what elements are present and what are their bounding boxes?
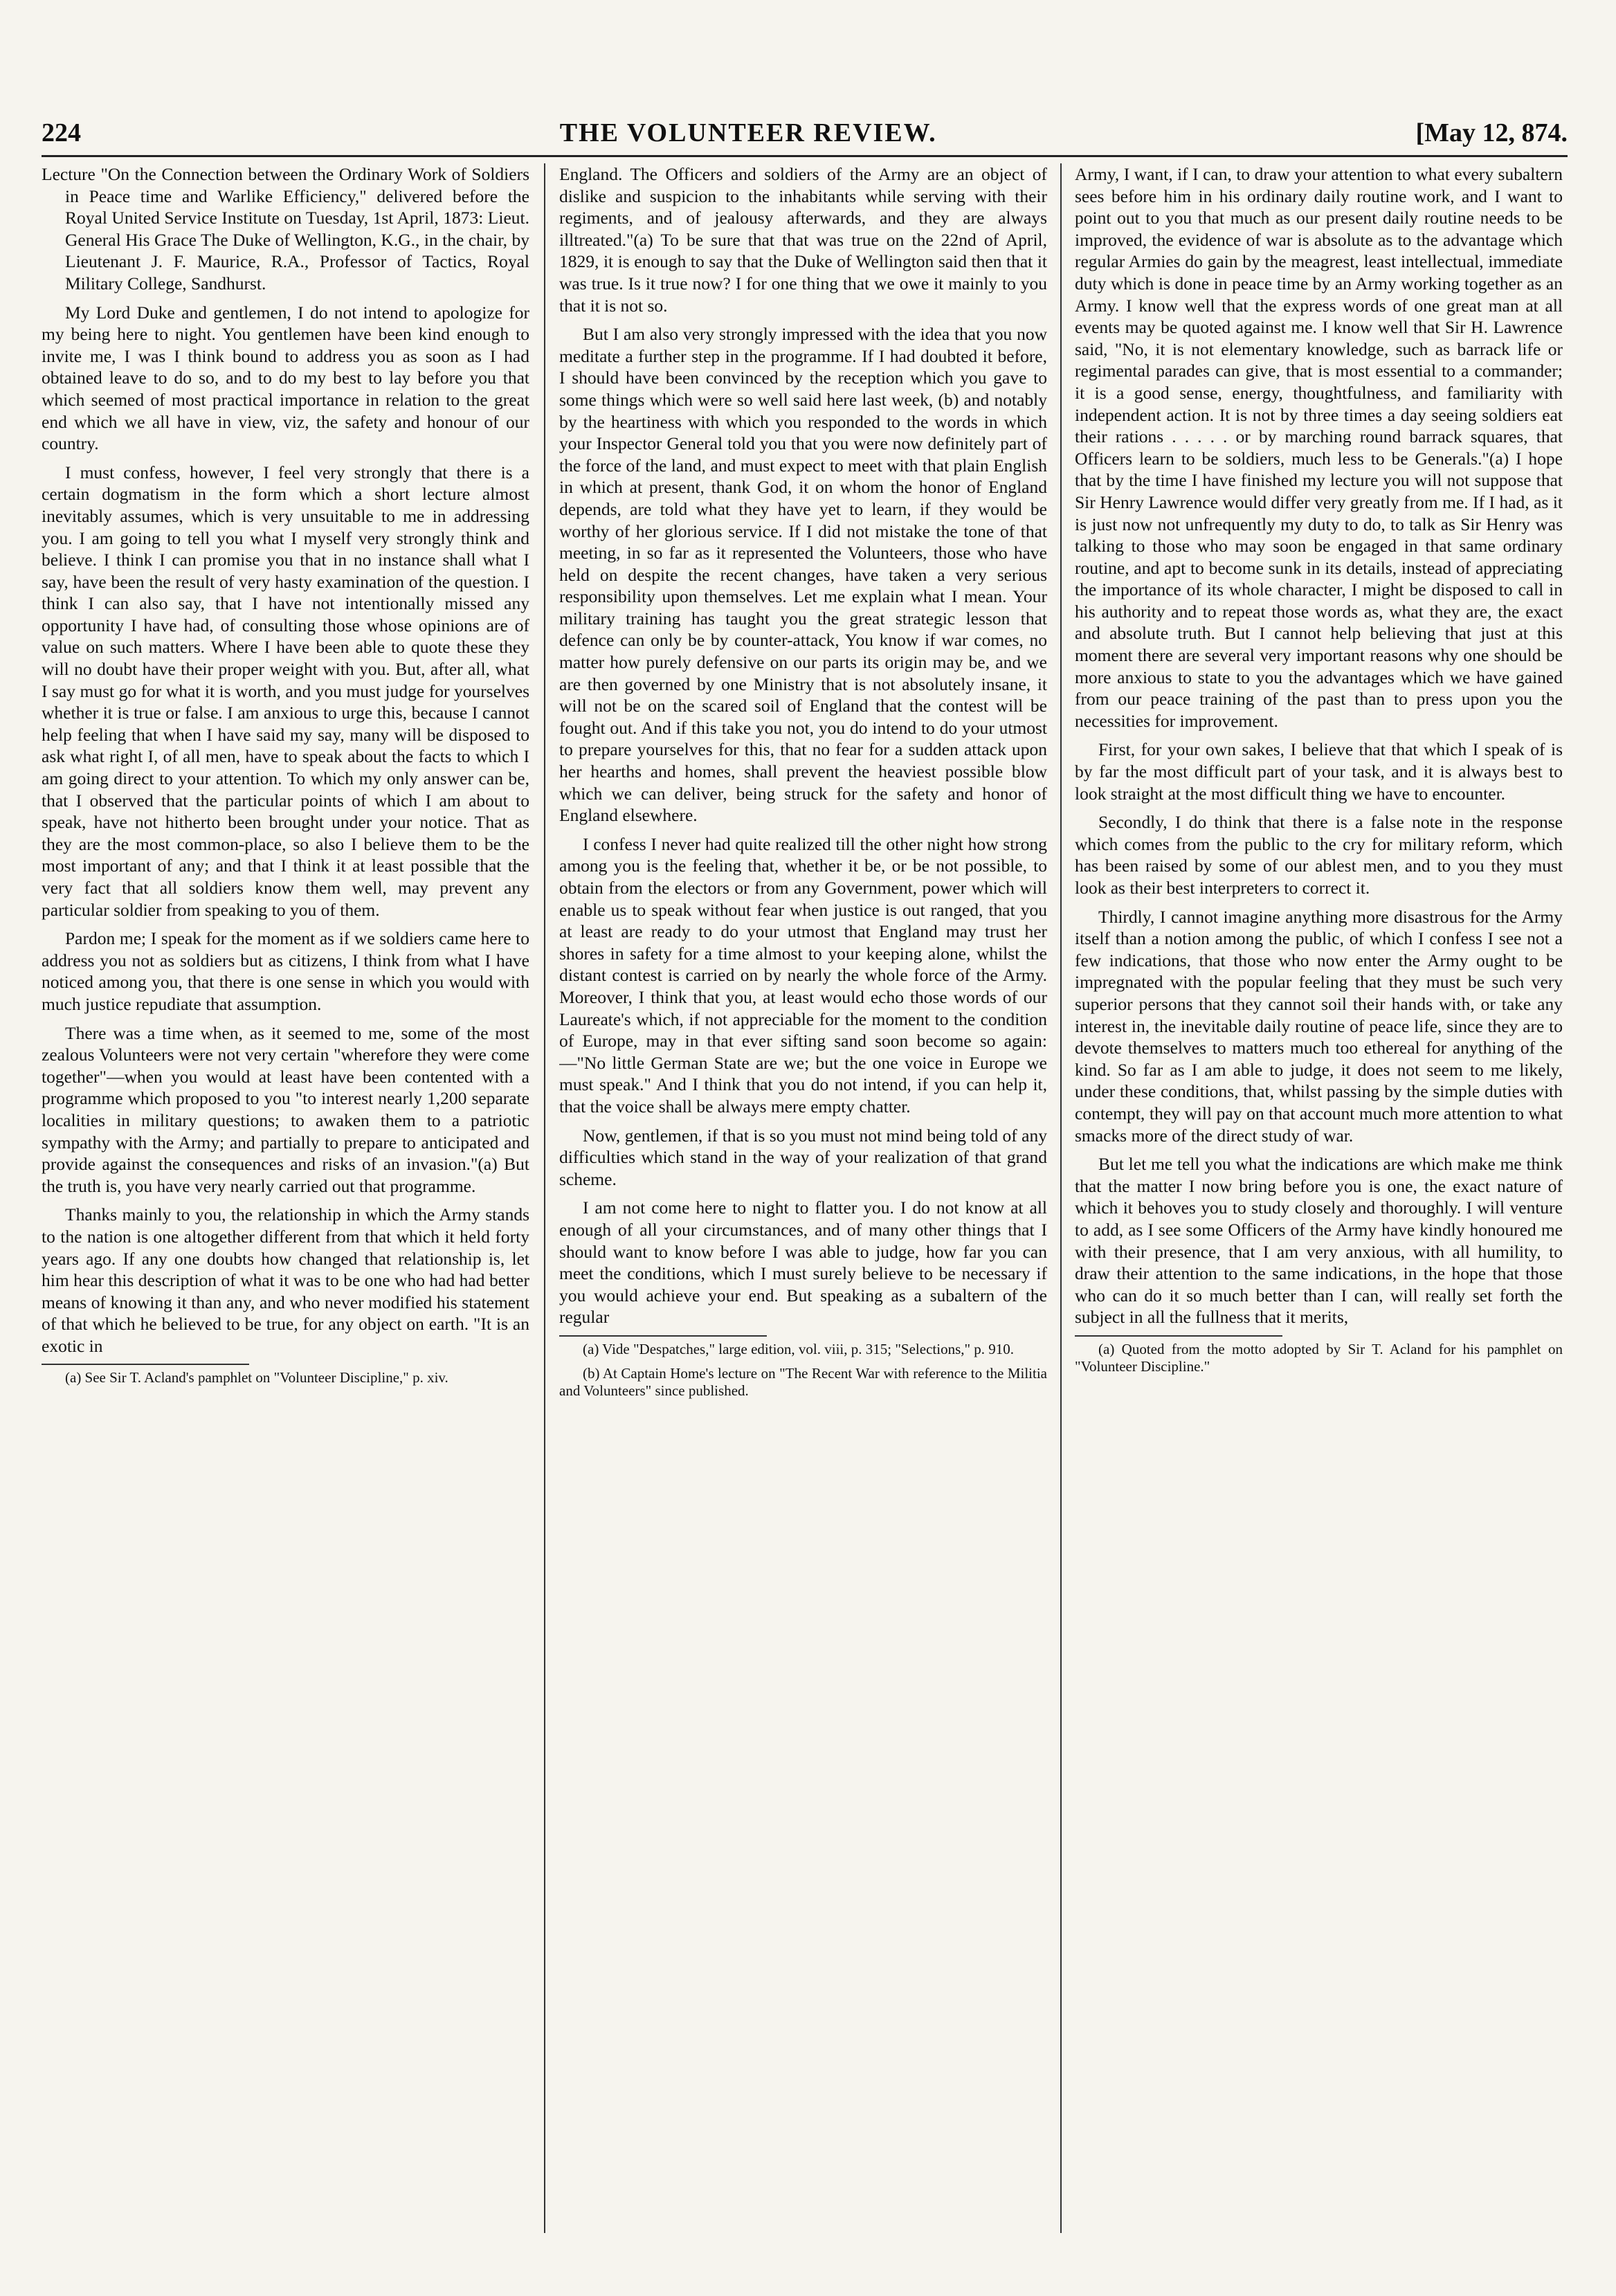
footnote: (a) Quoted from the motto adopted by Sir T. Acland for his pamphlet on "Volunteer Discipline." (1075, 1340, 1563, 1375)
paragraph: But I am also very strongly impressed with the idea that you now meditate a further step in the programme. If I had doubted it before, I should have been convinced by the reception which you gave to some things which were so well said here last week, (b) and notably by the heartiness with which you responded to the words in which your Inspector General told you that you were now definitely part of the force of the land, and must expect to meet with that plain English in which at present, thank God, it on whom the honor of England depends, are told what they have yet to learn, if they would be worthy of her glorious service. If I did not mistake the tone of that meeting, in so far as it represented the Volunteers, those who have held on despite the recent changes, have taken a very serious responsibility upon themselves. Let me explain what I mean. Your military training has taught you the great strategic lesson that defence can only be by counter-attack, You know if war comes, no matter how purely defensive on our parts its origin may be, and we are then governed by one Ministry that is not absolutely insane, it will not be on the scared soil of England that the contest will be fought out. And if this take you not, you do intend to do your utmost to prepare yourselves for this, that no fear for a sudden attack upon her hearths and homes, shall prevent the heaviest possible blow which we can deliver, being struck for the safety and honor of England elsewhere. (559, 324, 1047, 826)
paragraph: Army, I want, if I can, to draw your attention to what every subaltern sees before him in his ordinary daily routine work, and I want to point out to you that much as our present daily routine needs to be improved, the evidence of war is absolute as to the advantage which regular Armies do gain by the meagrest, least intellectual, immediate duty which is done in peace time by an Army working together as an Army. I know well that the express words of one great man at all events may be quoted against me. I know well that Sir H. Lawrence said, "No, it is not elementary knowledge, such as barrack life or regimental parades can give, that is most essential to a commander; it is a good sense, energy, thoughtfulness, and familiarity with independent action. It is not by three times a day seeing soldiers eat their rations . . . . . or by marching round barrack squares, that Officers learn to be soldiers, much less to be Generals."(a) I hope that by the time I have finished my lecture you will not suppose that Sir Henry Lawrence would differ very greatly from me. If I had, as it is just now not unfrequently my duty to do, to talk as Sir Henry was talking to those who may soon be engaged in that same ordinary routine, and apt to become sunk in its details, instead of appreciating the importance of its whole character, I might be disposed to call in his authority and to repeat those words as, what they are, the exact and absolute truth. But I cannot help believing that just at this moment there are several very important reasons why one should be more anxious to state to you the advantages which we have gained from our peace training of the past than to press upon you the necessities for improvement. (1075, 164, 1563, 731)
footnote: (b) At Captain Home's lecture on "The Recent War with reference to the Militia and Volunteers" since published. (559, 1364, 1047, 1399)
paragraph: I am not come here to night to flatter you. I do not know at all enough of all your circumstances, and of many other things that I should want to know before I was able to judge, how far you can meet the conditions, which I must surely believe to be necessary if you would achieve your end. But speaking as a subaltern of the regular (559, 1197, 1047, 1328)
paragraph: I confess I never had quite realized till the other night how strong among you is the feeling that, whether it be, or be not possible, to obtain from the electors or from any Government, power which will enable us to speak without fear when justice is out ranged, that you at least are ready to do your utmost that England may trust her shores in safety for a time almost to your keeping alone, whilst the distant contest is carried on by nearly the whole force of the Army. Moreover, I think that you, at least would echo those words of our Laureate's which, if not appreciable for the moment to the condition of Europe, may in that ever sifting sand soon become so again:—"No little German State are we; but the one voice in Europe we must speak." And I think that you do not intend, if you can help it, that the voice shall be always mere empty chatter. (559, 833, 1047, 1117)
paragraph: Now, gentlemen, if that is so you must not mind being told of any difficulties which stand in the way of your realization of that grand scheme. (559, 1125, 1047, 1189)
page-header (42, 112, 1568, 154)
footnote-rule (1075, 1335, 1282, 1341)
paragraph: Thanks mainly to you, the relationship in which the Army stands to the nation is one altogether different from that which it held forty years ago. If any one doubts how changed that relationship is, let him hear this description of what it was to be one who had had better means of knowing it than any, and who never modified his statement of that which he believed to be true, for any object on earth. "It is an exotic in (42, 1204, 529, 1356)
footnote: (a) Vide "Despatches," large edition, vol. viii, p. 315; "Selections," p. 910. (583, 1340, 1015, 1357)
paragraph: First, for your own sakes, I believe that that which I speak of is by far the most difficult part of your task, and it is always best to look straight at the most difficult thing we have to encounter. (1075, 739, 1563, 804)
lecture-title: Lecture "On the Connection between the Ordinary Work of Soldiers in Peace time and Warlike Efficiency," delivered before the Royal United Service Institute on Tuesday, 1st April, 1873: Lieut. General His Grace The Duke of Wellington, K.G., in the chair, by Lieutenant J. F. Maurice, R.A., Professor of Tactics, Royal Military College, Sandhurst. (42, 164, 529, 293)
column-2 (559, 163, 1047, 2240)
paragraph: Secondly, I do think that there is a false note in the response which comes from the public to the cry for military reform, which has been raised by some of our ablest men, and to you they must look as their best interpreters to correct it. (1075, 812, 1563, 898)
issue-date: [May 12, 874. (1415, 118, 1568, 147)
column-divider (1060, 163, 1062, 2233)
footnote: (a) See Sir T. Acland's pamphlet on "Volunteer Discipline," p. xiv. (65, 1369, 448, 1386)
column-3 (1075, 163, 1563, 2240)
page-number: 224 (42, 118, 81, 147)
paragraph: Pardon me; I speak for the moment as if we soldiers came here to address you not as soldiers but as citizens, I think from what I have noticed among you, that there is one sense in which you would with much justice repudiate that assumption. (42, 928, 529, 1014)
paragraph: My Lord Duke and gentlemen, I do not intend to apologize for my being here to night. You gentlemen have been kind enough to invite me, I was I think bound to address you as soon as I had obtained leave to do so, and to do my best to lay before you that which seemed of most practical importance in relation to the great end which we all have in view, viz, the safety and honour of our country. (42, 302, 529, 454)
paragraph: Thirdly, I cannot imagine anything more disastrous for the Army itself than a notion among the public, of which I confess I see not a few indications, that those who now enter the Army ought to be impregnated with the popular feeling that they must be such very superior persons that they cannot soil their hands with, or take any interest in, the inevitable daily routine of peace life, since they are to devote themselves to matters much too ethereal for anything of the kind. So far as I am able to judge, it does not seem to me likely, under these conditions, that, whilst passing by the simple duties with contempt, they will pay on that account much more attention to what smacks more of the direct study of war. (1075, 906, 1563, 1146)
footnote-rule (559, 1335, 767, 1341)
paragraph: But let me tell you what the indications are which make me think that the matter I now bring before you is one, the exact nature of which it behoves you to study closely and thoroughly. I will venture to add, as I see some Officers of the Army have kindly honoured me with their presence, that I am very anxious, with all humility, to draw their attention to the same indications, in the hope that those who can do it so much better than I can, will really set forth the subject in all the fullness that it merits, (1075, 1154, 1563, 1328)
column-1 (42, 163, 529, 2240)
paragraph: England. The Officers and soldiers of the Army are an object of dislike and suspicion to the inhabitants while serving with their regiments, and of jealousy afterwards, and they are always illtreated."(a) To be sure that that was true on the 22nd of April, 1829, it is enough to say that the Duke of Wellington said then that it was true. Is it true now? I for one thing that we owe it mainly to you that it is not so. (559, 164, 1047, 316)
footnote-rule (42, 1364, 249, 1369)
journal-title: THE VOLUNTEER REVIEW. (559, 118, 937, 147)
paragraph: There was a time when, as it seemed to me, some of the most zealous Volunteers were not very certain "wherefore they were come together"—when you would at least have been contented with a programme which proposed to you "to interest nearly 1,200 separate localities in military questions; to awaken them to a patriotic sympathy with the Army; and partially to prepare to anticipated and provide against the consequences and risks of an invasion."(a) But the truth is, you have very nearly carried out that programme. (42, 1022, 529, 1196)
header-rule (42, 155, 1568, 157)
column-divider (544, 163, 545, 2233)
paragraph: I must confess, however, I feel very strongly that there is a certain dogmatism in the form which a short lecture almost inevitably assumes, which is very unsuitable to me in addressing you. I am going to tell you what I myself very strongly think and believe. I think I can promise you that in no instance shall what I say, have been the result of very hasty examination of the question. I think I can also say, that I have not intentionally missed any opportunity I have had, of consulting those whose opinions are of value on such matters. Where I have been able to quote these they will no doubt have their proper weight with you. But, after all, what I say must go for what it is worth, and you must judge for yourselves whether it is true or false. I am anxious to urge this, because I cannot help feeling that when I have said my say, many will be disposed to ask what right I, of all men, have to speak about the facts to which I am going direct to your attention. To which my only answer can be, that I observed that the particular points of which I am about to speak, have not hitherto been brought under your notice. That as they are the most common-place, so also I believe them to be the most important of any; and that I think it at least possible that the very fact that all soldiers know them well, may prevent any particular soldier from speaking to you of them. (42, 462, 529, 920)
